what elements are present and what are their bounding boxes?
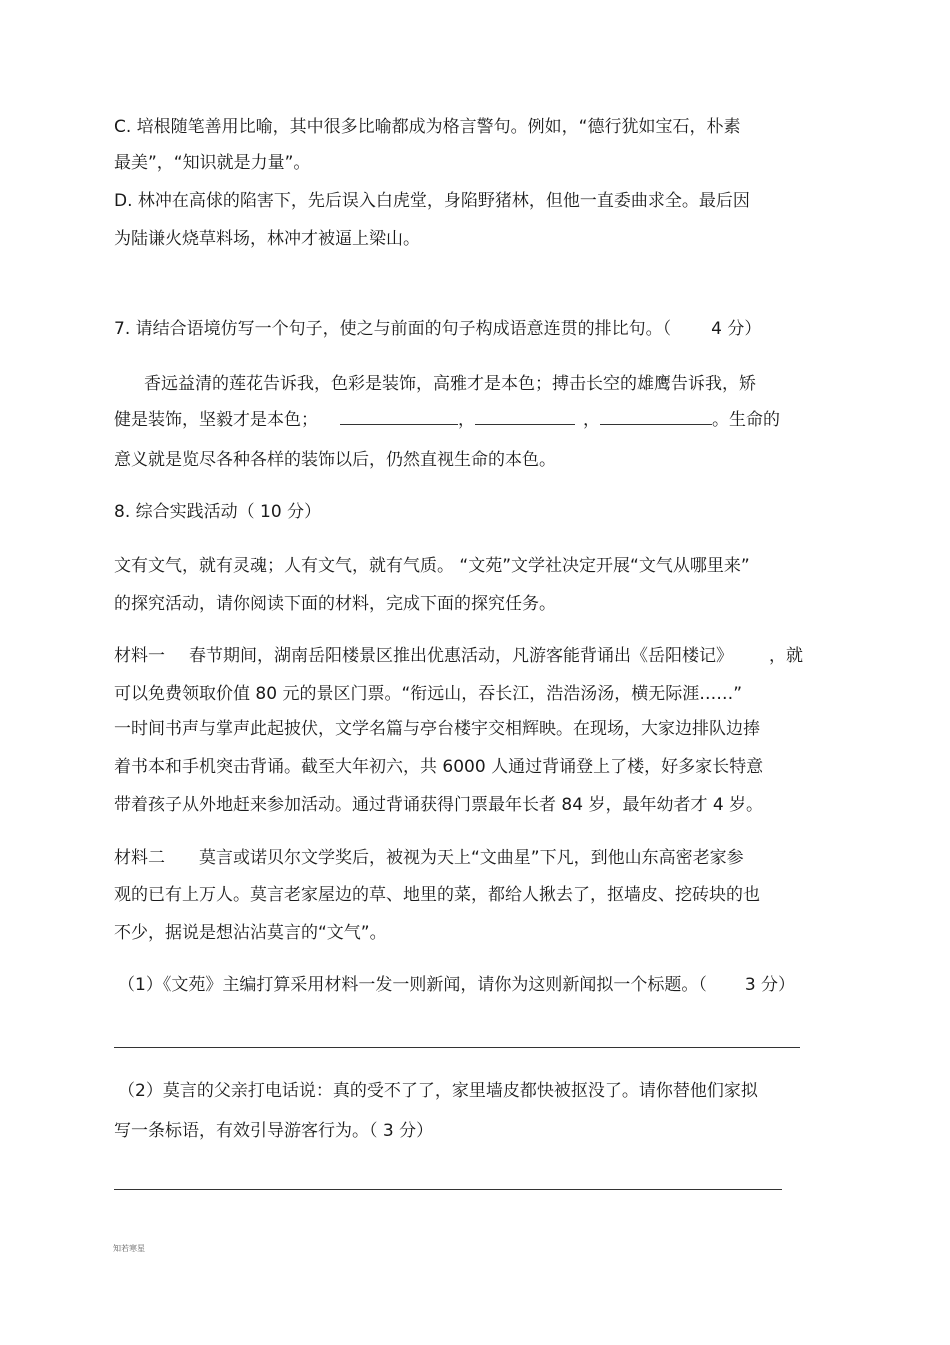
option-c-line1: C. 培根随笔善用比喻，其中很多比喻都成为格言警句。例如，“德行犹如宝石，朴素 [114, 117, 741, 137]
sub-question-2-line2: 写一条标语，有效引导游客行为。（ 3 分） [114, 1121, 434, 1141]
material-2-label: 材料二 [114, 848, 165, 868]
material-2-line1 [114, 847, 744, 869]
material-1-line4: 着书本和手机突击背诵。截至大年初六，共 6000 人通过背诵登上了楼，好多家长特意 [114, 757, 764, 777]
fill-blank-2[interactable] [475, 408, 575, 425]
question-7-prompt [114, 318, 761, 340]
question-7-line2-end: 。生命的 [712, 410, 780, 430]
question-7-paragraph-line1: 香远益清的莲花告诉我，色彩是装饰，高雅才是本色；搏击长空的雄鹰告诉我，矫 [144, 374, 756, 394]
question-8-title: 8. 综合实践活动（ 10 分） [114, 502, 322, 522]
sub-question-1-text: （1）《文苑》主编打算采用材料一发一则新闻，请你为这则新闻拟一个标题。（ [118, 975, 707, 995]
footer-text: 知若寒星 [113, 1244, 145, 1253]
fill-blank-1[interactable] [340, 408, 458, 425]
material-1-line1 [114, 645, 803, 667]
material-1-line1-end: ，就 [769, 646, 803, 666]
material-2-line3: 不少，据说是想沾沾莫言的“文气”。 [114, 923, 387, 943]
question-8-intro-line2: 的探究活动，请你阅读下面的材料，完成下面的探究任务。 [114, 594, 556, 614]
answer-line-1[interactable] [114, 1047, 800, 1048]
question-7-score: 4 分） [711, 319, 762, 339]
sub-question-2-line1: （2）莫言的父亲打电话说：真的受不了了，家里墙皮都快被抠没了。请你替他们家拟 [118, 1081, 758, 1101]
option-d-line2: 为陆谦火烧草料场，林冲才被逼上梁山。 [114, 229, 420, 249]
material-1-line3: 一时间书声与掌声此起披伏，文学名篇与亭台楼宇交相辉映。在现场，大家边排队边捧 [114, 719, 760, 739]
material-1-text: 春节期间，湖南岳阳楼景区推出优惠活动，凡游客能背诵出《岳阳楼记》 [189, 646, 733, 666]
material-1-line2: 可以免费领取价值 80 元的景区门票。“衔远山，吞长江，浩浩汤汤，横无际涯……” [114, 684, 743, 704]
sub-question-1 [118, 974, 795, 996]
blank-separator-2: ， [583, 410, 600, 430]
answer-line-2[interactable] [114, 1189, 782, 1190]
question-8-intro-line1: 文有文气，就有灵魂；人有文气，就有气质。 “文苑”文学社决定开展“文气从哪里来” [114, 556, 750, 576]
material-1-label: 材料一 [114, 646, 165, 666]
question-7-paragraph-line2 [114, 408, 780, 431]
sub-question-1-score: 3 分） [744, 975, 796, 995]
blank-separator-1: ， [458, 410, 475, 430]
option-d-line1: D. 林冲在高俅的陷害下，先后误入白虎堂，身陷野猪林，但他一直委曲求全。最后因 [114, 191, 750, 211]
question-7-text: 7. 请结合语境仿写一个句子，使之与前面的句子构成语意连贯的排比句。（ [114, 319, 672, 339]
option-c-line2: 最美”，“知识就是力量”。 [114, 153, 311, 173]
fill-blank-3[interactable] [600, 408, 712, 425]
material-1-line5: 带着孩子从外地赶来参加活动。通过背诵获得门票最年长者 84 岁，最年幼者才 4 岁。 [114, 795, 764, 815]
material-2-line2: 观的已有上万人。莫言老家屋边的草、地里的菜，都给人揪去了，抠墙皮、挖砖块的也 [114, 885, 760, 905]
material-2-text: 莫言或诺贝尔文学奖后，被视为天上“文曲星”下凡，到他山东高密老家参 [199, 848, 744, 868]
question-7-line2-start: 健是装饰，坚毅才是本色； [114, 410, 318, 430]
question-7-paragraph-line3: 意义就是览尽各种各样的装饰以后，仍然直视生命的本色。 [114, 450, 556, 470]
